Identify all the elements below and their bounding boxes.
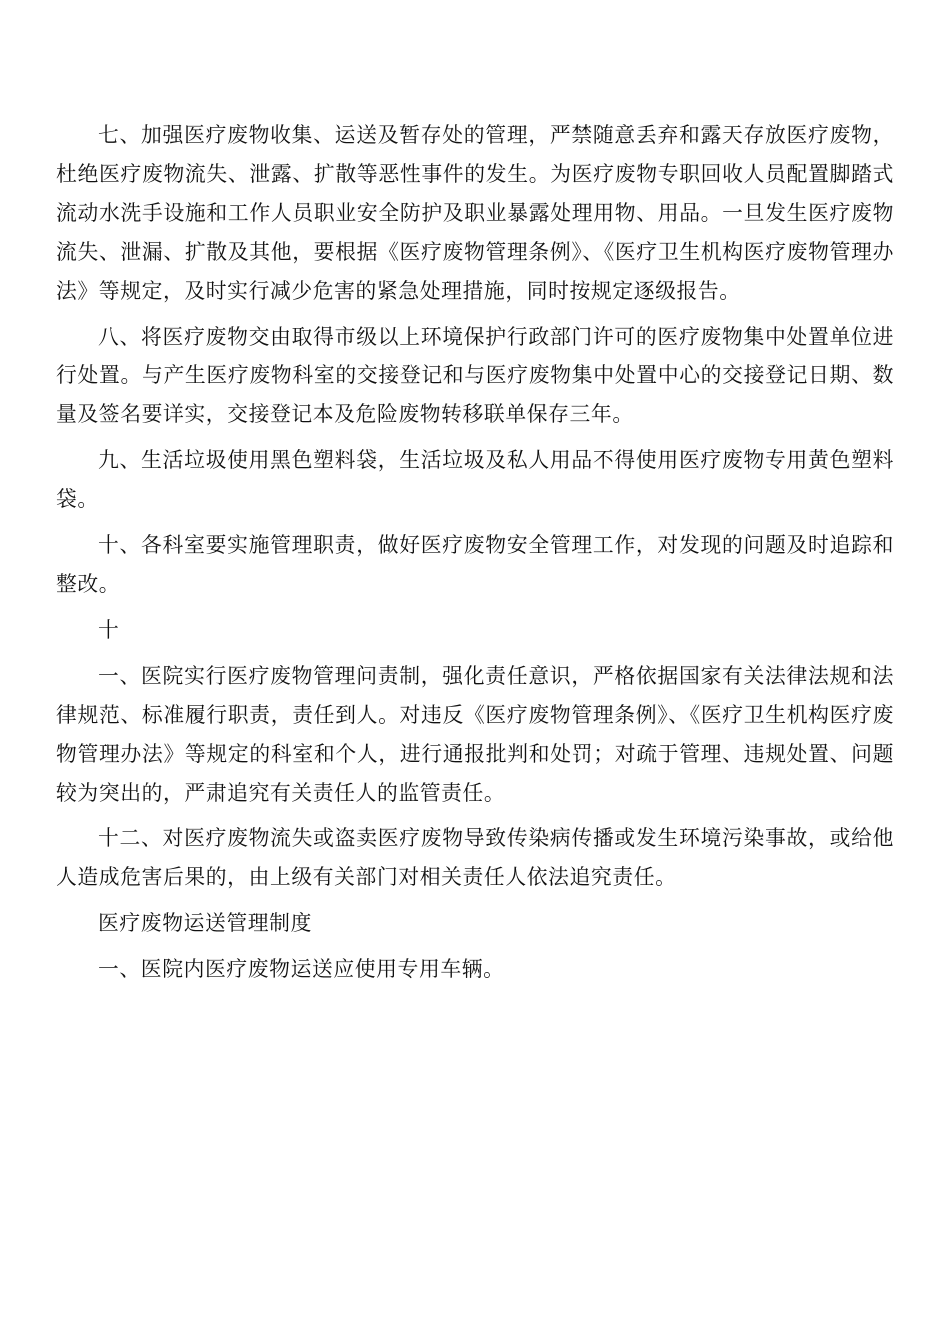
document-body bbox=[56, 116, 894, 989]
paragraph-transport-item-1: 一、医院内医疗废物运送应使用专用车辆。 bbox=[98, 957, 505, 982]
paragraph-item-9: 九、生活垃圾使用黑色塑料袋，生活垃圾及私人用品不得使用医疗废物专用黄色塑料袋。 bbox=[56, 448, 894, 512]
paragraph-item-12: 十二、对医疗废物流失或盗卖医疗废物导致传染病传播或发生环境污染事故，或给他人造成危害后果的，由上级有关部门对相关责任人依法追究责任。 bbox=[56, 826, 894, 890]
paragraph-fragment-ten: 十 bbox=[98, 617, 120, 642]
paragraph-item-11: 一、医院实行医疗废物管理问责制，强化责任意识，严格依据国家有关法律法规和法律规范、标准履行职责，责任到人。对违反《医疗废物管理条例》、《医疗卫生机构医疗废物管理办法》等规定的科室和个人，进行通报批判和处罚；对疏于管理、违规处置、问题较为突出的，严肃追究有关责任人的监管责任。 bbox=[56, 663, 894, 805]
paragraph-item-7: 七、加强医疗废物收集、运送及暂存处的管理，严禁随意丢弃和露天存放医疗废物，杜绝医疗废物流失、泄露、扩散等恶性事件的发生。为医疗废物专职回收人员配置脚踏式流动水洗手设施和工作人员职业安全防护及职业暴露处理用物、用品。一旦发生医疗废物流失、泄漏、扩散及其他，要根据《医疗废物管理条例》、《医疗卫生机构医疗废物管理办法》等规定，及时实行减少危害的紧急处理措施，同时按规定逐级报告。 bbox=[56, 123, 894, 303]
paragraph-item-8: 八、将医疗废物交由取得市级以上环境保护行政部门许可的医疗废物集中处置单位进行处置。与产生医疗废物科室的交接登记和与医疗废物集中处置中心的交接登记日期、数量及签名要详实，交接登记本及危险废物转移联单保存三年。 bbox=[56, 324, 894, 427]
section-heading: 医疗废物运送管理制度 bbox=[98, 911, 312, 936]
paragraph-item-10: 十、各科室要实施管理职责，做好医疗废物安全管理工作，对发现的问题及时追踪和整改。 bbox=[56, 533, 894, 596]
